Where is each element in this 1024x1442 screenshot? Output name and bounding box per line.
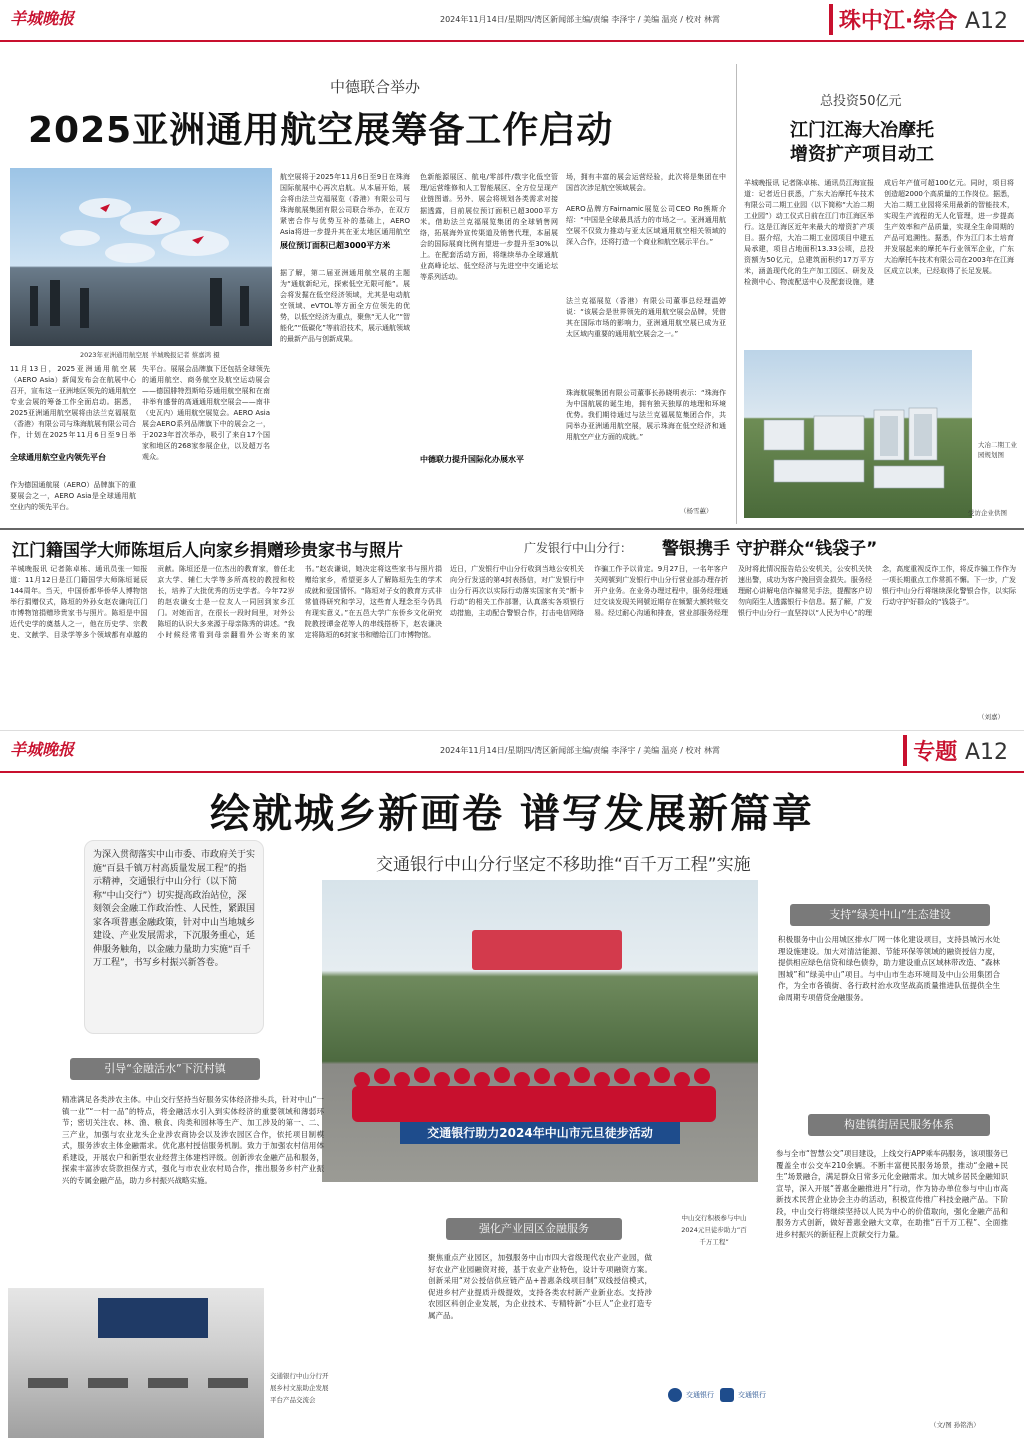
bottom-masthead bbox=[0, 730, 1024, 773]
section4-text: 参与全市“智慧公交”项目建设，上线交行APP乘车码服务，该项服务已覆盖全市公交车210余辆。不断丰富便民服务场景，推动“金融+民生”场景融合，满足群众日常多元化金融需求。加大城乡居民金融知识宣导，深入开展“普惠金融推进月”行动，作为协办单位参与中山市高新技术民营企业协会主办的活动，积极宣传推广科技金融产品。下阶段，中山交行将继续坚持以人民为中心的价值取向，强化金融产品和服务方式创新，做好普惠金融大文章，在助推“百千万工程”、全面推进乡村振兴的新征程上贡献交行力量。 bbox=[776, 1149, 1008, 1239]
bank-logo-2: 交通银行 bbox=[720, 1388, 766, 1402]
section2-ribbon: 支持“绿美中山”生态建设 bbox=[790, 904, 990, 926]
article1-sub3: 中德联力提升国际化办展水平 bbox=[420, 455, 524, 464]
article2-caption: 大冶二期工业园规划图 bbox=[978, 441, 1017, 459]
article1-sub1: 全球通用航空业内领先平台 bbox=[10, 453, 106, 462]
walkathon-banner: 交通银行助力2024年中山市元旦徒步活动 bbox=[400, 1122, 680, 1144]
article2-caption-credit: 受访企业供图 bbox=[968, 509, 1007, 517]
article3-headline: 江门籍国学大师陈垣后人向家乡捐赠珍贵家书与照片 bbox=[12, 541, 403, 561]
section3-text: 聚焦重点产业园区，加强服务中山市四大省级现代农业产业园，做好农业产业园融资对接，基于农业产业特色，设计专项融资方案。创新采用“对公授信供应链产品+普惠条线项目制”双线授信模式，促进乡村产业提质升级提效，支持各类农村新产业新业态。支持涉农园区科创企业发展，为企业技术、专精特新“小巨人”企业打造专属产品。 bbox=[428, 1253, 652, 1320]
newspaper-logo-2: 羊城晚报 bbox=[10, 740, 75, 759]
section-title-2: 专题 A12 bbox=[903, 735, 1008, 766]
walkathon-caption: 中山交行积极参与中山2024元旦徒步助力“百千万工程” bbox=[681, 1214, 747, 1246]
article1-col5b: AERO品牌方Fairnamic展览公司CEO Ro熊斯介绍：“中国是全球最具活力的市场之一。亚洲通用航空展不仅致力推动与亚太区域通用航空相关领域的深入合作，还将打造一个商业和航空展示平台。” bbox=[566, 205, 726, 246]
newspaper-logo: 羊城晚报 bbox=[10, 9, 75, 28]
article1-col3b: 据了解，第二届亚洲通用航空展的主题为“通航新纪元，探索低空无限可能”。展会将发掘在低空经济领域，尤其是电动航空领域、eVTOL等方面全方位领先的优势，以低空经济为重点，聚焦“无人化”“智能化”“低碳化”等前沿技术，展示通航领域的最新产品与创新成果。 bbox=[280, 269, 410, 343]
factory-photo bbox=[744, 350, 972, 518]
section4-ribbon: 构建镇街居民服务体系 bbox=[808, 1114, 990, 1136]
article1-col5c: 法兰克福展览（香港）有限公司董事总经理温婷说：“该展会是世界领先的通用航空展会品牌，凭借其在国际市场的影响力，亚洲通用航空展已成为亚太区域内重要的通用航空展会之一。” bbox=[566, 297, 726, 338]
section1-text: 精准满足各类涉农主体。中山交行坚持当好服务实体经济排头兵，针对中山“一镇一业”“一村一品”的特点，将金融活水引入到实体经济的重要领域和薄弱环节；密切关注农、林、渔、粮食、肉类和园林等生产、加工涉及的第一、二、三产业，加强与农业龙头企业涉农商协会以及涉农园区合作，依托项目制模式，服务涉农主体金融需求。优化惠村授信服务机制。致力于加强农村信用体系建设，开展农户和新型农业经营主体建档评级。创新涉农金融产品和服务，探索丰富涉农贷款担保方式，强化与市农业农村局合作，推出服务乡村产业振兴的专属金融产品，助力乡村振兴战略实施。 bbox=[62, 1095, 324, 1185]
article2-headline-line2: 增资扩产项目动工 bbox=[790, 144, 934, 165]
airshow-photo bbox=[10, 168, 272, 346]
article1-sub2: 展位预订面积已超3000平方米 bbox=[280, 241, 391, 250]
dateline: 2024年11月14日/星期四/湾区新闻部主编/责编 李泽宇 / 美编 温亮 / 校对 林霄 bbox=[440, 15, 720, 24]
article4-byline: （刘嘉） bbox=[978, 713, 1004, 721]
article4-text: 近日，广发银行中山分行收到当地公安机关向分行发送的第4封表扬信，对广发银行中山分行再次以实际行动落实国家有关“断卡行动”的相关工作部署，认真落实各项银行动措施，主动配合警银合作，打击电信网络诈骗工作予以肯定。9月27日，一名年客户关网號到广发银行中山分行营业部办理存折开户业务。在业务办理过程中，服务经理通过交谈发现关网號近期存在频繁大额转账交易。经过耐心沟通和排查，营业部服务经理及时将此情况报告给公安机关，公安机关快速出警，成功为客户挽回资金损失。服务经理耐心讲解电信诈骗常见手法，提醒客户切勿向陌生人透露银行卡信息。据了解，广发银行中山分行一直坚持以“人民为中心”的理念，高度重视反诈工作，将反诈骗工作作为一项长期重点工作常抓不懈。下一步，广发银行中山分行将继续深化警银合作，以实际行动守护好群众的“钱袋子”。 bbox=[450, 565, 1016, 617]
article2-kicker: 总投资50亿元 bbox=[820, 94, 902, 109]
feature-intro: 为深入贯彻落实中山市委、市政府关于实施“百县千镇万村高质量发展工程”的指示精神，交通银行中山分行（以下简称“中山交行”）切实提高政治站位，深刻领会金融工作政治性、人民性，紧跟国家各项普惠金融政策，针对中山当地城乡建设、产业发展需求，下沉服务重心，延伸服务触角，以金融力量助力实施“百千万工程”，书写乡村振兴新答卷。 bbox=[93, 850, 256, 968]
feature-byline: （文/图 孙铭浩） bbox=[930, 1421, 980, 1429]
divider bbox=[0, 528, 1024, 530]
dateline-2: 2024年11月14日/星期四/湾区新闻部主编/责编 李泽宇 / 美编 温亮 / 校对 林霄 bbox=[440, 746, 720, 755]
section1-ribbon: 引导“金融活水”下沉村镇 bbox=[70, 1058, 260, 1080]
article2-text: 羊城晚报讯 记者陈卓栋、通讯员江海宣报道：记者近日获悉，广东大冶摩托车技术有限公司二期工业园（以下简称“大冶二期工业园”）动工仪式日前在江门市江海区举行。这是江海区近年来最大的增资扩产项目。据介绍，大冶二期工业园项目中建五局承建，项目占地面积13.33公顷，总投资额为50亿元，总建筑面积约17万平方米，涵盖现代化的生产加工园区、研发及检测中心、物流配送中心及配套设施，建成后年产值可超100亿元。同时，项目将创造超2000个高质量的工作岗位。据悉，大冶二期工业园将采用最新的智能技术，实现生产流程的无人化管理，进一步提高生产效率和产品质量，实现全生命周期的产品可追溯性。据悉，作为江门本土培育并发展起来的摩托车行业领军企业，广东大冶摩托车技术有限公司在2003年在江海区成立以来，已经取得了长足发展。 bbox=[744, 179, 1014, 286]
meeting-photo bbox=[8, 1288, 264, 1438]
article1-headline: 2025亚洲通用航空展筹备工作启动 bbox=[28, 110, 614, 151]
bank-logo-icon bbox=[668, 1388, 682, 1402]
meeting-illustration bbox=[8, 1288, 264, 1438]
section3-ribbon: 强化产业园区金融服务 bbox=[446, 1218, 622, 1240]
article3-text: 羊城晚报讯 记者陈卓栋、通讯员张一知报道：11月12日是江门籍国学大师陈垣诞辰144周年。当天，中国侨都华侨华人博物馆举行捐赠仪式，陈垣的外孙女赵农谦向江门市博物馆捐赠珍贵家书与照片。陈垣是中国近代史学的奠基人之一，他在历史学、宗教史、文献学、目录学等多个领域都有卓越的贡献。陈垣还是一位杰出的教育家，曾任北京大学、辅仁大学等多所高校的教授和校长，培养了大批优秀的历史学者。今年72岁的赵农谦女士是一位友人一同回到家乡江门。对她而言，在很长一段时间里，对外公陈垣的认识大多来源于母亲陈秀的讲述。“我小时候经常看到母亲翻看外公寄来的家书。”赵农谦说，她决定将这些家书与照片捐赠给家乡，希望更多人了解陈垣先生的学术成就和爱国情怀。“陈垣对子女的教育方式非常值得研究和学习，这些育人理念至今仍具有现实意义。”在五邑大学广东侨乡文化研究院教授谭金花等人的串线搭桥下，赵农谦决定将陈垣的6封家书和赠给江门市博物馆。 bbox=[10, 565, 442, 639]
article2-headline-line1: 江门江海大冶摩托 bbox=[790, 120, 934, 141]
article1-col2: 失平台。展展会品牌旗下还包括全球领先的通用航空、商务航空及航空运动展会——德国腓特烈斯哈芬通用航空展和在南非举有盛誉的高通通用航空展会——南非（史瓦内）通用航空展览会。AERO Asia展会AERO系列品牌旗下中的展会之一，于2023年首次举办，吸引了来自17个国家和地区的268家参展企业，以及超万名观众。 bbox=[142, 365, 270, 461]
section2-text: 积极服务中山公用城区排水厂网一体化建设项目，支持县城污水处理设施建设。加大对清洁能源、节能环保等领域的融资授信力度，提供相应绿色信贷和绿色债券，助力建设重点区域林带改造、“森林围城”和“绿美中山”项目。与中山市生态环境局及中山公用集团合作，为全市各镇街、各行政村治水攻坚战高质量推进队伍提供全生命周期专项借贷金融服务。 bbox=[778, 935, 1000, 1002]
article1-col4b: 据透露，目前展位预订面积已超3000平方米。借助法兰克福展览集团的全球销售网络，拓展海外宣传渠道及销售代理，本届展会的国际展商比例有望进一步提升至30%以上。在配套活动方面，将继续举办全球通航业高峰论坛、低空经济与先进空中交通论坛等系列活动。 bbox=[420, 207, 558, 281]
article1-col4: 色新能源展区、航电/零部件/数字化低空管理/运营维修和人工智能展区、全方位呈现产业链图谱。另外，展会将规划各类需求对接 bbox=[420, 173, 558, 202]
airshow-illustration bbox=[10, 168, 272, 346]
bank-logo-1: 交通银行 bbox=[668, 1388, 714, 1402]
article4-headline: 警银携手 守护群众“钱袋子” bbox=[662, 539, 878, 559]
section-title: 珠中江·综合 A12 bbox=[829, 4, 1008, 35]
article1-byline: （杨雪蕙） bbox=[680, 507, 713, 515]
article1-kicker: 中德联合举办 bbox=[330, 78, 421, 96]
feature-subhead: 交通银行中山分行坚定不移助推“百千万工程”实施 bbox=[376, 855, 751, 875]
article1-col5d: 珠海航展集团有限公司董事长孙晓明表示：“珠海作为中国航展的诞生地，拥有独天独厚的地理和环境优势。我们期待通过与法兰克福展览集团合作，共同举办亚洲通用航空展，展示珠海在低空经济和通用航空产业方面的成就。” bbox=[566, 389, 726, 441]
article1-col1: 11月13日，2025亚洲通用航空展（AERO Asia）新闻发布会在航展中心召开，宣布这一亚洲地区领先的通用航空专业会展的筹备工作全面启动。据悉，2025亚洲通用航空展将由法兰克福展览（香港）有限公司与珠海航展有限公司合作，计划在2025年11月6日至9日举 bbox=[10, 365, 136, 439]
article1-col1b: 作为德国通航展（AERO）品牌旗下的重要展会之一，AERO Asia是全球通用航空业内的领先平台。 bbox=[10, 481, 136, 511]
meeting-caption: 交通银行中山分行开展乡村文旅助企发展平台产品交流会 bbox=[270, 1372, 329, 1404]
article1-col3: 航空展将于2025年11月6日至9日在珠海国际航展中心再次启航。从本届开始，展会将由法兰克福展览（香港）有限公司与珠海航展集团有限公司联合举办，在双方紧密合作与优势互补的基础上，AERO Asia将进一步提升其在亚太地区通用航空 bbox=[280, 173, 410, 236]
article1-photo-caption: 2023年亚洲通用航空展 羊城晚报记者 蔡嘉鸿 摄 bbox=[80, 351, 220, 359]
bank-logo-icon-2 bbox=[720, 1388, 734, 1402]
feature-intro-panel bbox=[84, 840, 264, 1034]
factory-illustration bbox=[744, 350, 972, 518]
article4-kicker: 广发银行中山分行： bbox=[524, 541, 633, 555]
article1-col5: 场，拥有丰富的展会运营经验，此次将是集团在中国首次涉足航空领域展会。 bbox=[566, 173, 726, 192]
top-masthead bbox=[0, 0, 1024, 42]
feature-headline: 绘就城乡新画卷 谱写发展新篇章 bbox=[210, 791, 814, 837]
column-divider bbox=[736, 64, 737, 524]
